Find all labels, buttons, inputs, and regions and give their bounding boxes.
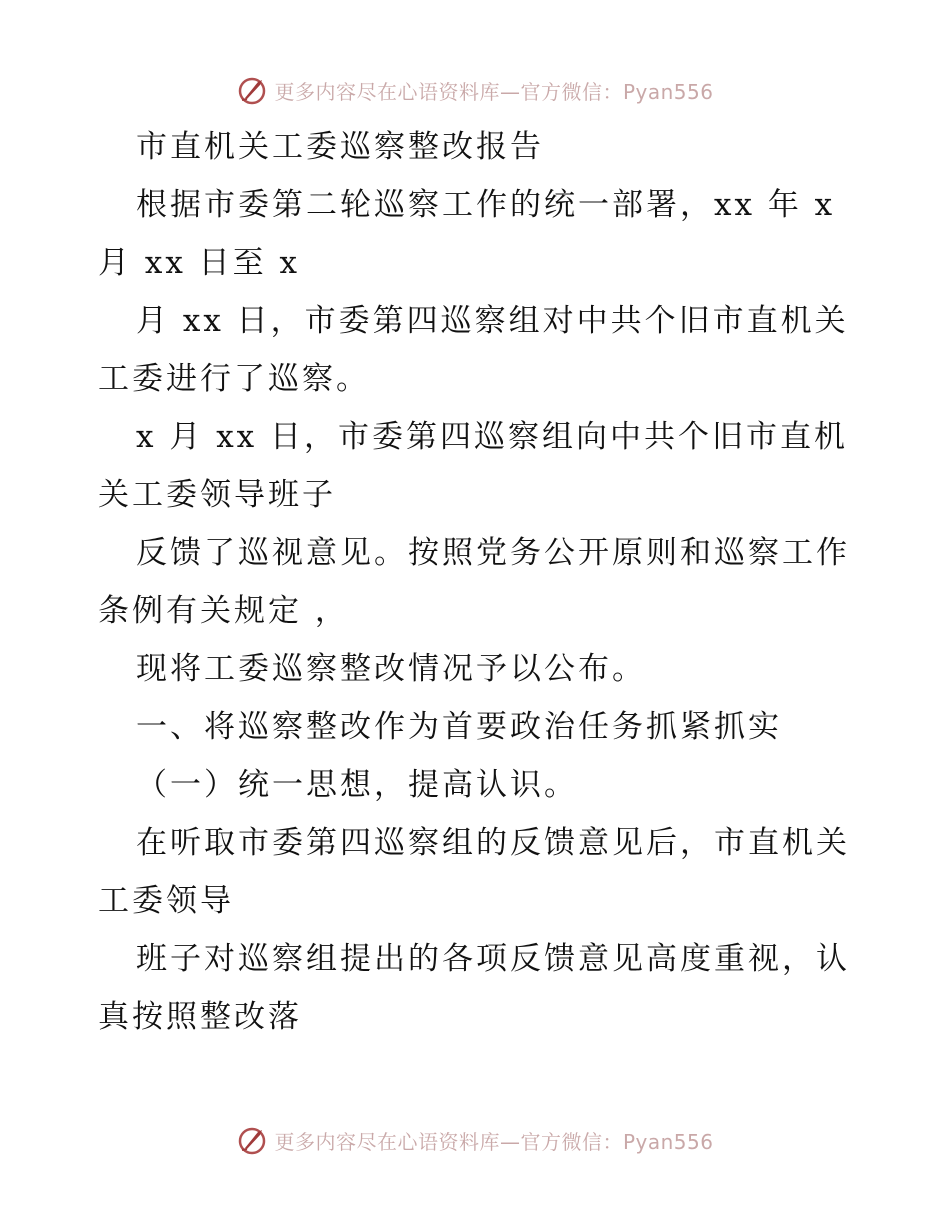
watermark-text: 更多内容尽在心语资料库—官方微信：Pyan556 [274,1129,714,1154]
paragraph-line: 真按照整改落 [98,999,302,1035]
quill-logo-icon [236,74,268,106]
paragraph-line: 现将工委巡察整改情况予以公布。 [136,651,646,687]
watermark-text: 更多内容尽在心语资料库—官方微信：Pyan556 [274,79,714,104]
paragraph-line: 月 xx 日至 x [98,245,301,281]
paragraph-line: 月 xx 日，市委第四巡察组对中共个旧市直机关 [136,303,849,339]
header-watermark [0,70,950,110]
paragraph-line: x 月 xx 日，市委第四巡察组向中共个旧市直机 [136,419,849,455]
footer-watermark [0,1120,950,1160]
subsection-heading: （一）统一思想，提高认识。 [136,767,578,803]
paragraph-line: 条例有关规定 ， [98,593,349,629]
document-title: 市直机关工委巡察整改报告 [136,129,544,165]
paragraph-line: 工委领导 [98,883,234,919]
paragraph-line: 反馈了巡视意见。按照党务公开原则和巡察工作 [136,535,850,571]
quill-logo-icon [236,1124,268,1156]
paragraph-line: 根据市委第二轮巡察工作的统一部署，xx 年 x [136,187,836,223]
paragraph-line: 班子对巡察组提出的各项反馈意见高度重视，认 [136,941,850,977]
section-heading: 一、将巡察整改作为首要政治任务抓紧抓实 [136,709,782,745]
paragraph-line: 关工委领导班子 [98,477,336,513]
paragraph-line: 工委进行了巡察。 [98,361,370,397]
paragraph-line: 在听取市委第四巡察组的反馈意见后，市直机关 [136,825,850,861]
document-body [98,118,858,1046]
